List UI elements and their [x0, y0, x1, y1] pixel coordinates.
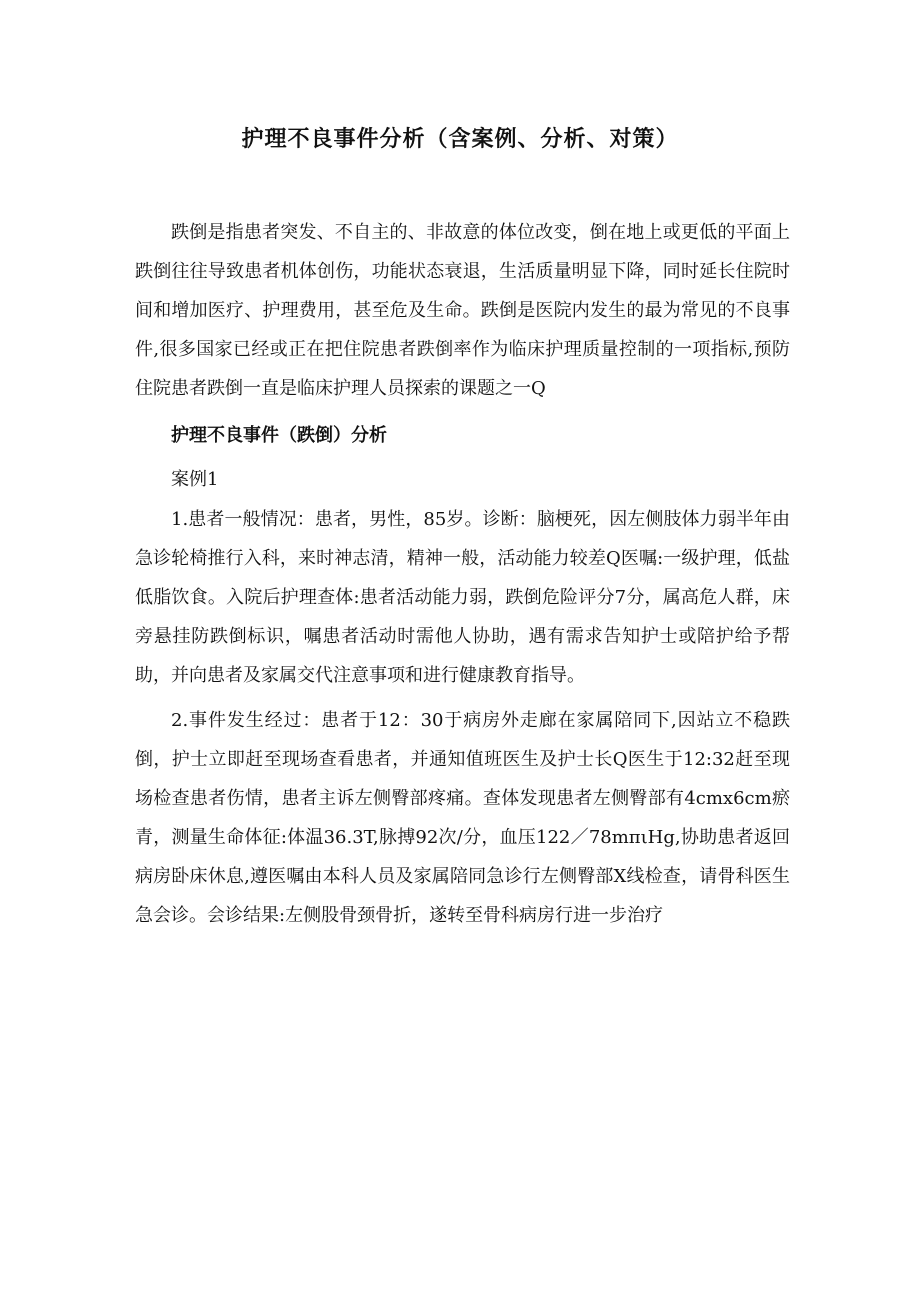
case1-general-info-paragraph: 1.患者一般情况：患者，男性，85岁。诊断：脑梗死，因左侧肢体力弱半年由急诊轮椅推行入科，来时神志清，精神一般，活动能力较差Q医嘱:一级护理，低盐低脂饮食。入院后护理查体:患者活动能力弱，跌倒危险评分7分，属高危人群，床旁悬挂防跌倒标识，嘱患者活动时需他人协助，遇有需求告知护士或陪护给予帮助，并向患者及家属交代注意事项和进行健康教育指导。: [135, 509, 790, 686]
section-heading: 护理不良事件（跌倒）分析: [171, 425, 387, 446]
document-title: 护理不良事件分析（含案例、分析、对策）: [241, 127, 679, 152]
case1-event-paragraph: 2.事件发生经过：患者于12：30于病房外走廊在家属陪同下,因站立不稳跌倒，护士立即赶至现场查看患者，并通知值班医生及护士长Q医生于12:32赶至现场检查患者伤情，患者主诉左侧臀部疼痛。查体发现患者左侧臀部有4cmx6cm瘀青，测量生命体征:体温36.3T,脉搏92次/分，血压122／78mπιHg,协助患者返回病房卧床休息,遵医嘱由本科人员及家属陪同急诊行左侧臀部X线检查，请骨科医生急会诊。会诊结果:左侧股骨颈骨折，遂转至骨科病房行进一步治疗: [135, 710, 790, 926]
intro-paragraph: 跌倒是指患者突发、不自主的、非故意的体位改变，倒在地上或更低的平面上跌倒往往导致患者机体创伤，功能状态衰退，生活质量明显下降，同时延长住院时间和增加医疗、护理费用，甚至危及生命。跌倒是医院内发生的最为常见的不良事件,很多国家已经或正在把住院患者跌倒率作为临床护理质量控制的一项指标,预防住院患者跌倒一直是临床护理人员探索的课题之一Q: [135, 222, 790, 399]
document-body: [135, 213, 790, 935]
case-label: 案例1: [171, 469, 219, 490]
